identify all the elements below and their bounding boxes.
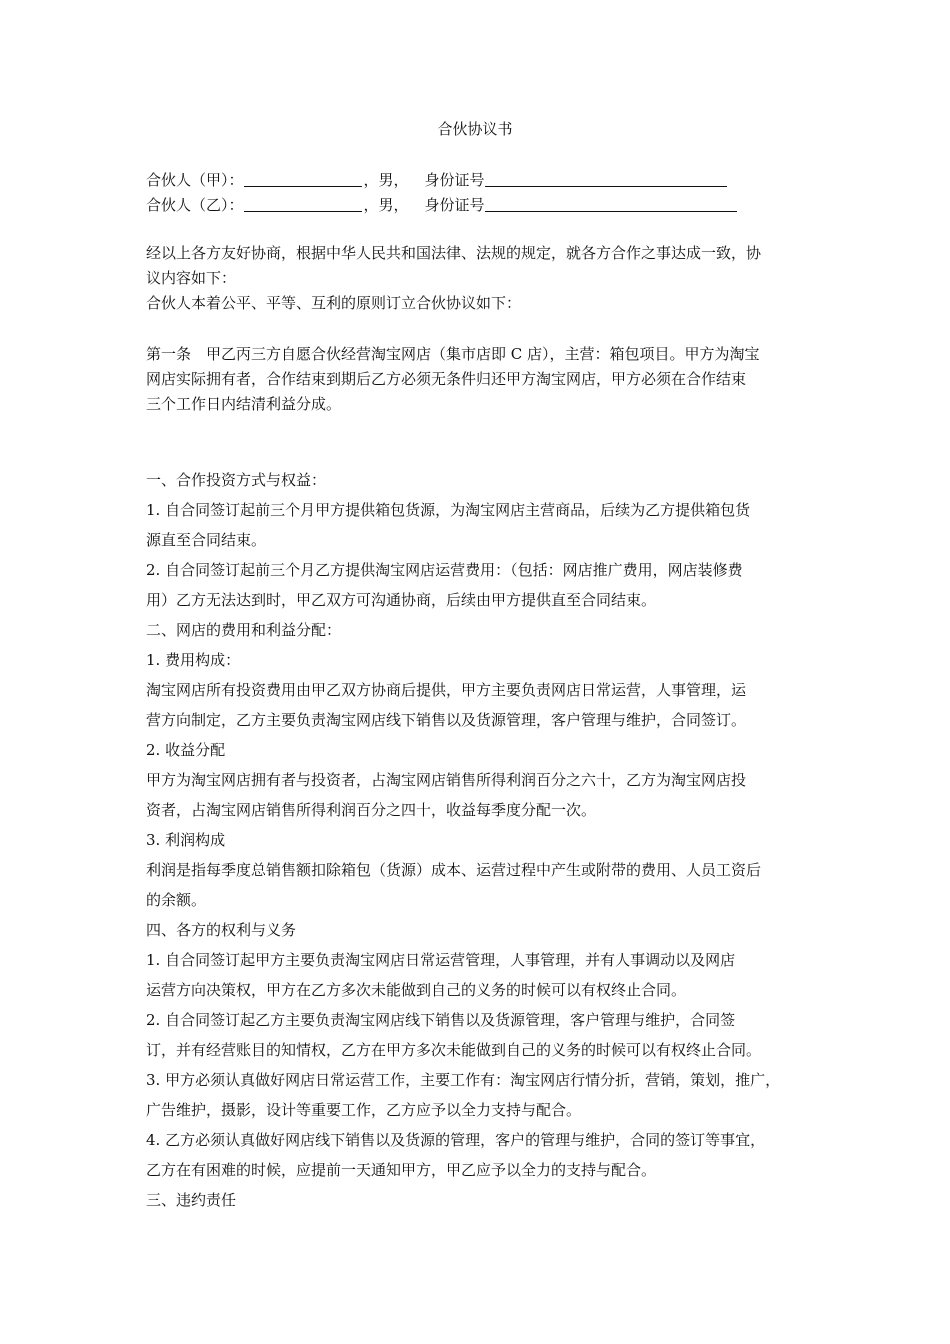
party-a-id-label: 身份证号: [424, 171, 485, 189]
body-line: 运营方向决策权，甲方在乙方多次未能做到自己的义务的时候可以有权终止合同。: [146, 981, 687, 999]
party-a-name-blank[interactable]: [244, 169, 362, 187]
section-heading: 四、各方的权利与义务: [146, 921, 297, 939]
intro-line: 经以上各方友好协商，根据中华人民共和国法律、法规的规定，就各方合作之事达成一致，协: [146, 244, 762, 262]
party-b-line: [146, 194, 737, 216]
party-b-name-blank[interactable]: [244, 194, 362, 212]
intro-line: 合伙人本着公平、平等、互利的原则订立合伙协议如下：: [146, 294, 522, 312]
body-line: 源直至合同结束。: [146, 531, 267, 549]
article-1-line: 第一条 甲乙丙三方自愿合伙经营淘宝网店（集市店即 C 店），主营：箱包项目。甲方为淘宝: [146, 345, 760, 363]
section-heading: 一、合作投资方式与权益：: [146, 471, 327, 489]
body-line: 1. 自合同签订起前三个月甲方提供箱包货源，为淘宝网店主营商品，后续为乙方提供箱包货: [146, 501, 751, 519]
party-a-label: 合伙人（甲）：: [146, 171, 244, 189]
body-line: 淘宝网店所有投资费用由甲乙双方协商后提供，甲方主要负责网店日常运营，人事管理，运: [146, 681, 747, 699]
body-line: 广告维护，摄影，设计等重要工作，乙方应予以全力支持与配合。: [146, 1101, 582, 1119]
article-1-line: 三个工作日内结清利益分成。: [146, 395, 342, 413]
subheading: 2. 收益分配: [146, 741, 226, 759]
body-line: 1. 自合同签订起甲方主要负责淘宝网店日常运营管理，人事管理，并有人事调动以及网店: [146, 951, 736, 969]
section-heading: 三、违约责任: [146, 1191, 237, 1209]
body-line: 甲方为淘宝网店拥有者与投资者，占淘宝网店销售所得利润百分之六十，乙方为淘宝网店投: [146, 771, 747, 789]
body-line: 的余额。: [146, 891, 207, 909]
party-b-gender: ，男，: [363, 196, 409, 214]
body-line: 营方向制定，乙方主要负责淘宝网店线下销售以及货源管理，客户管理与维护，合同签订。: [146, 711, 747, 729]
body-line: 乙方在有困难的时候，应提前一天通知甲方，甲乙应予以全力的支持与配合。: [146, 1161, 657, 1179]
party-a-id-blank[interactable]: [485, 169, 727, 187]
document-title: 合伙协议书: [437, 120, 513, 138]
subheading: 1. 费用构成：: [146, 651, 241, 669]
body-line: 订，并有经营账目的知情权，乙方在甲方多次未能做到自己的义务的时候可以有权终止合同。: [146, 1041, 762, 1059]
body-line: 3. 甲方必须认真做好网店日常运营工作，主要工作有：淘宝网店行情分折，营销，策划，推广，: [146, 1071, 781, 1089]
party-b-label: 合伙人（乙）：: [146, 196, 244, 214]
intro-paragraph: [146, 241, 811, 316]
body-line: 2. 自合同签订起前三个月乙方提供淘宝网店运营费用：（包括：网店推广费用，网店装修费: [146, 561, 743, 579]
party-b-id-blank[interactable]: [485, 194, 737, 212]
body-line: 4. 乙方必须认真做好网店线下销售以及货源的管理，客户的管理与维护，合同的签订等事宜，: [146, 1131, 766, 1149]
section-heading: 二、网店的费用和利益分配：: [146, 621, 342, 639]
body-line: 2. 自合同签订起乙方主要负责淘宝网店线下销售以及货源管理，客户管理与维护，合同签: [146, 1011, 736, 1029]
body-line: 资者，占淘宝网店销售所得利润百分之四十，收益每季度分配一次。: [146, 801, 597, 819]
body-line: 利润是指每季度总销售额扣除箱包（货源）成本、运营过程中产生或附带的费用、人员工资后: [146, 861, 762, 879]
body-line: 用）乙方无法达到时，甲乙双方可沟通协商，后续由甲方提供直至合同结束。: [146, 591, 657, 609]
subheading: 3. 利润构成: [146, 831, 226, 849]
contract-body: [146, 465, 816, 1215]
article-1-line: 网店实际拥有者，合作结束到期后乙方必须无条件归还甲方淘宝网店，甲方必须在合作结束: [146, 370, 747, 388]
party-a-line: [146, 169, 727, 191]
intro-line: 议内容如下：: [146, 269, 237, 287]
party-b-id-label: 身份证号: [424, 196, 485, 214]
party-a-gender: ，男，: [363, 171, 409, 189]
article-1: [146, 342, 811, 417]
